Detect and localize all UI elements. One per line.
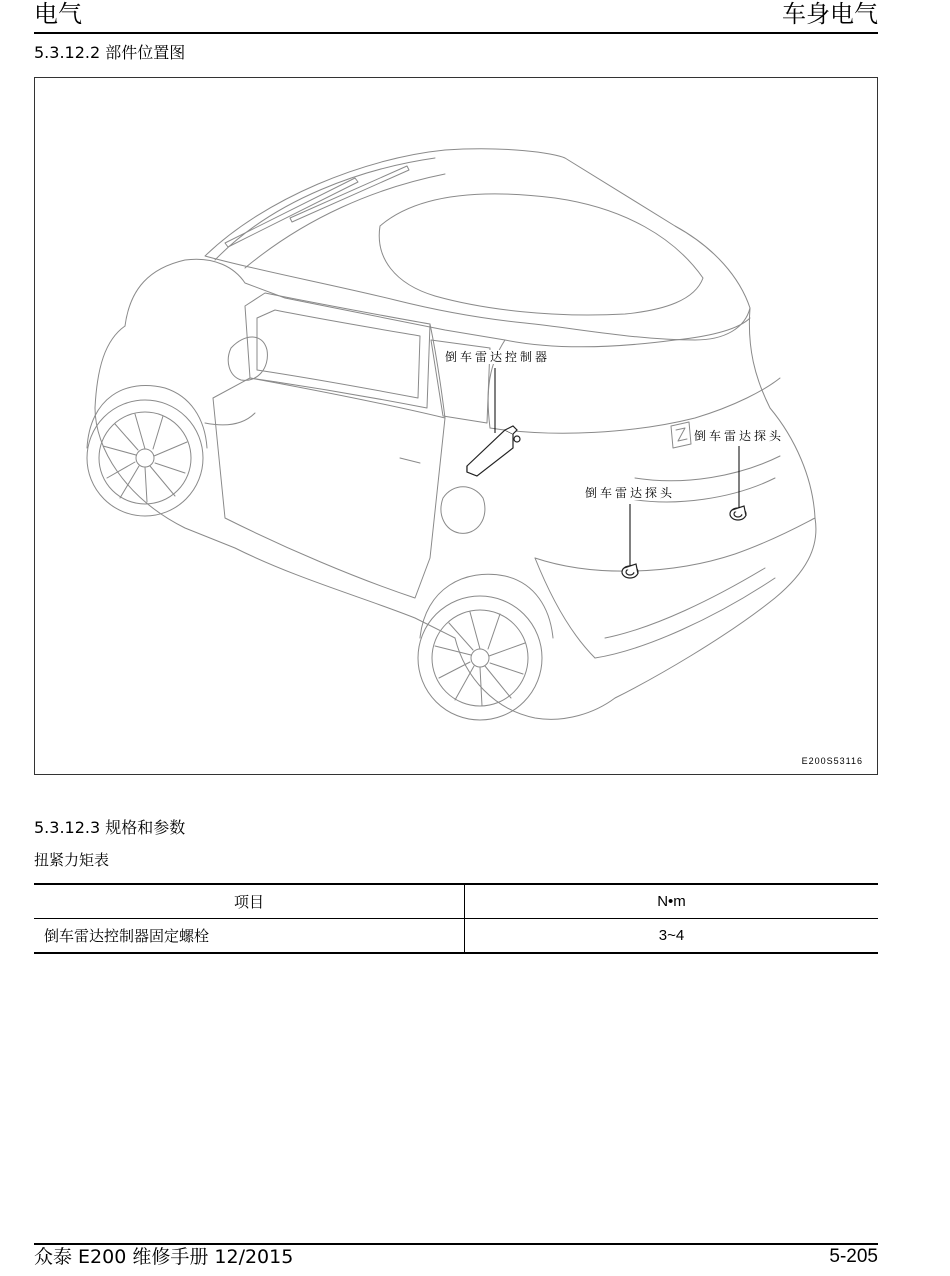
table-cell-item: 倒车雷达控制器固定螺栓 bbox=[34, 919, 465, 954]
header-rule bbox=[34, 32, 878, 34]
callout-leaders bbox=[495, 368, 739, 566]
callout-radar-sensor-center: 倒车雷达探头 bbox=[585, 486, 676, 500]
section-title-specs: 5.3.12.3 规格和参数 bbox=[34, 818, 186, 837]
figure-code: E200S53116 bbox=[801, 756, 863, 766]
radar-controller-part bbox=[467, 426, 520, 476]
table-header-row bbox=[34, 884, 878, 919]
section-title-location: 5.3.12.2 部件位置图 bbox=[34, 43, 186, 62]
header-section: 车身电气 bbox=[782, 0, 878, 28]
callout-radar-sensor-right: 倒车雷达探头 bbox=[694, 429, 785, 443]
footer-manual-title: 众泰 E200 维修手册 12/2015 bbox=[34, 1246, 294, 1268]
component-location-figure bbox=[34, 77, 878, 775]
header-chapter: 电气 bbox=[34, 0, 82, 28]
radar-sensor-right bbox=[730, 506, 746, 520]
callout-radar-controller: 倒车雷达控制器 bbox=[445, 350, 551, 364]
torque-table bbox=[34, 883, 878, 954]
table-cell-torque: 3~4 bbox=[465, 919, 879, 954]
table-row bbox=[34, 919, 878, 954]
column-header-item: 项目 bbox=[34, 884, 465, 919]
column-header-torque: N•m bbox=[465, 884, 879, 919]
table-caption: 扭紧力矩表 bbox=[34, 851, 110, 869]
car-line-drawing bbox=[35, 78, 877, 774]
radar-sensor-center bbox=[622, 564, 638, 578]
footer-page-number: 5-205 bbox=[829, 1246, 878, 1267]
